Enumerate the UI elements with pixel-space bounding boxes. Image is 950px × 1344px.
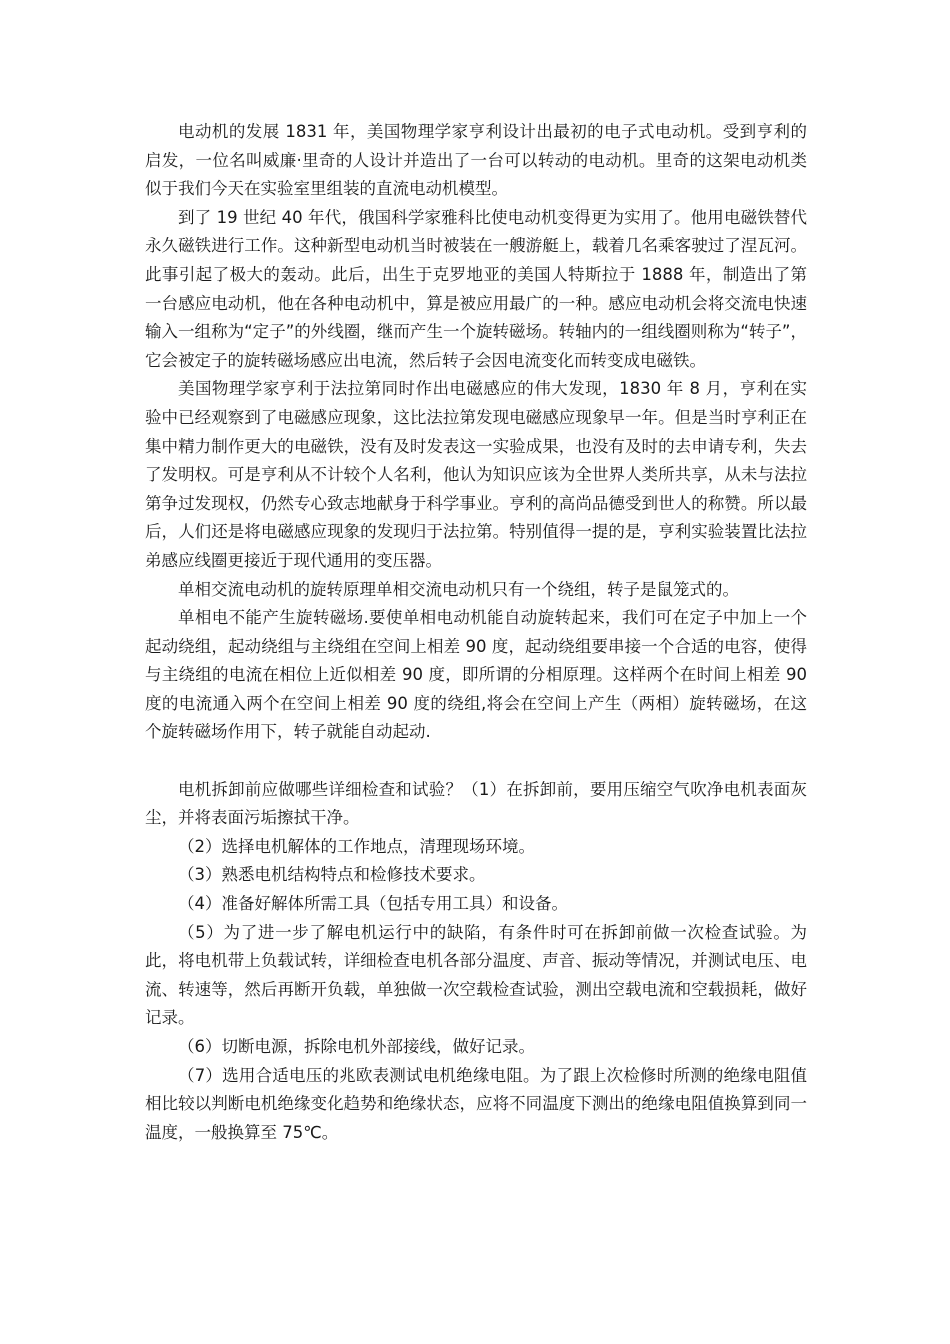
list-item-step-7: （7）选用合适电压的兆欧表测试电机绝缘电阻。为了跟上次检修时所测的绝缘电阻值相比较以判断电机绝缘变化趋势和绝缘状态，应将不同温度下测出的绝缘电阻值换算到同一温度，一般换算至 75℃。 bbox=[145, 1065, 807, 1142]
list-item-step-3: （3）熟悉电机结构特点和检修技术要求。 bbox=[178, 865, 486, 885]
paragraph-disassembly-question: 电机拆卸前应做哪些详细检查和试验？（1）在拆卸前，要用压缩空气吹净电机表面灰尘，并将表面污垢擦拭干净。 bbox=[145, 779, 807, 828]
document-body bbox=[145, 118, 807, 1147]
paragraph-henry-induction: 美国物理学家亨利于法拉第同时作出电磁感应的伟大发现，1830 年 8 月，亨利在实验中已经观察到了电磁感应现象，这比法拉第发现电磁感应现象早一年。但是当时亨利正在集中精力制作更大的电磁铁，没有及时发表这一实验成果，也没有及时的去申请专利，失去了发明权。可是亨利从不计较个人名利，他认为知识应该为全世界人类所共享，从未与法拉第争过发现权，仍然专心致志地献身于科学事业。亨利的高尚品德受到世人的称赞。所以最后，人们还是将电磁感应现象的发现归于法拉第。特别值得一提的是，亨利实验装置比法拉弟感应线圈更接近于现代通用的变压器。 bbox=[145, 379, 807, 570]
paragraph-split-phase: 单相电不能产生旋转磁场.要使单相电动机能自动旋转起来，我们可在定子中加上一个起动绕组，起动绕组与主绕组在空间上相差 90 度，起动绕组要串接一个合适的电容，使得与主绕组的电流在相位上近似相差 90 度，即所谓的分相原理。这样两个在时间上相差 90 度的电流通入两个在空间上相差 90 度的绕组,将会在空间上产生（两相）旋转磁场，在这个旋转磁场作用下，转子就能自动起动. bbox=[145, 608, 807, 742]
paragraph-jacobi-tesla: 到了 19 世纪 40 年代，俄国科学家雅科比使电动机变得更为实用了。他用电磁铁替代永久磁铁进行工作。这种新型电动机当时被装在一艘游艇上，载着几名乘客驶过了涅瓦河。此事引起了极大的轰动。此后，出生于克罗地亚的美国人特斯拉于 1888 年，制造出了第一台感应电动机，他在各种电动机中，算是被应用最广的一种。感应电动机会将交流电快速输入一组称为“定子”的外线圈，继而产生一个旋转磁场。转轴内的一组线圈则称为“转子”，它会被定子的旋转磁场感应出电流，然后转子会因电流变化而转变成电磁铁。 bbox=[145, 207, 807, 370]
list-item-step-4: （4）准备好解体所需工具（包括专用工具）和设备。 bbox=[178, 894, 568, 914]
paragraph-motor-history: 电动机的发展 1831 年，美国物理学家亨利设计出最初的电子式电动机。受到亨利的启发，一位名叫威廉·里奇的人设计并造出了一台可以转动的电动机。里奇的这架电动机类似于我们今天在实验室里组装的直流电动机模型。 bbox=[145, 122, 807, 199]
list-item-step-6: （6）切断电源，拆除电机外部接线，做好记录。 bbox=[178, 1037, 535, 1056]
paragraph-single-phase-principle: 单相交流电动机的旋转原理单相交流电动机只有一个绕组，转子是鼠笼式的。 bbox=[178, 579, 739, 599]
list-item-step-5: （5）为了进一步了解电机运行中的缺陷，有条件时可在拆卸前做一次检查试验。为此，将电机带上负载试转，详细检查电机各部分温度、声音、振动等情况，并测试电压、电流、转速等，然后再断开负载，单独做一次空载检查试验，测出空载电流和空载损耗，做好记录。 bbox=[145, 922, 807, 1028]
list-item-step-2: （2）选择电机解体的工作地点，清理现场环境。 bbox=[178, 836, 535, 856]
